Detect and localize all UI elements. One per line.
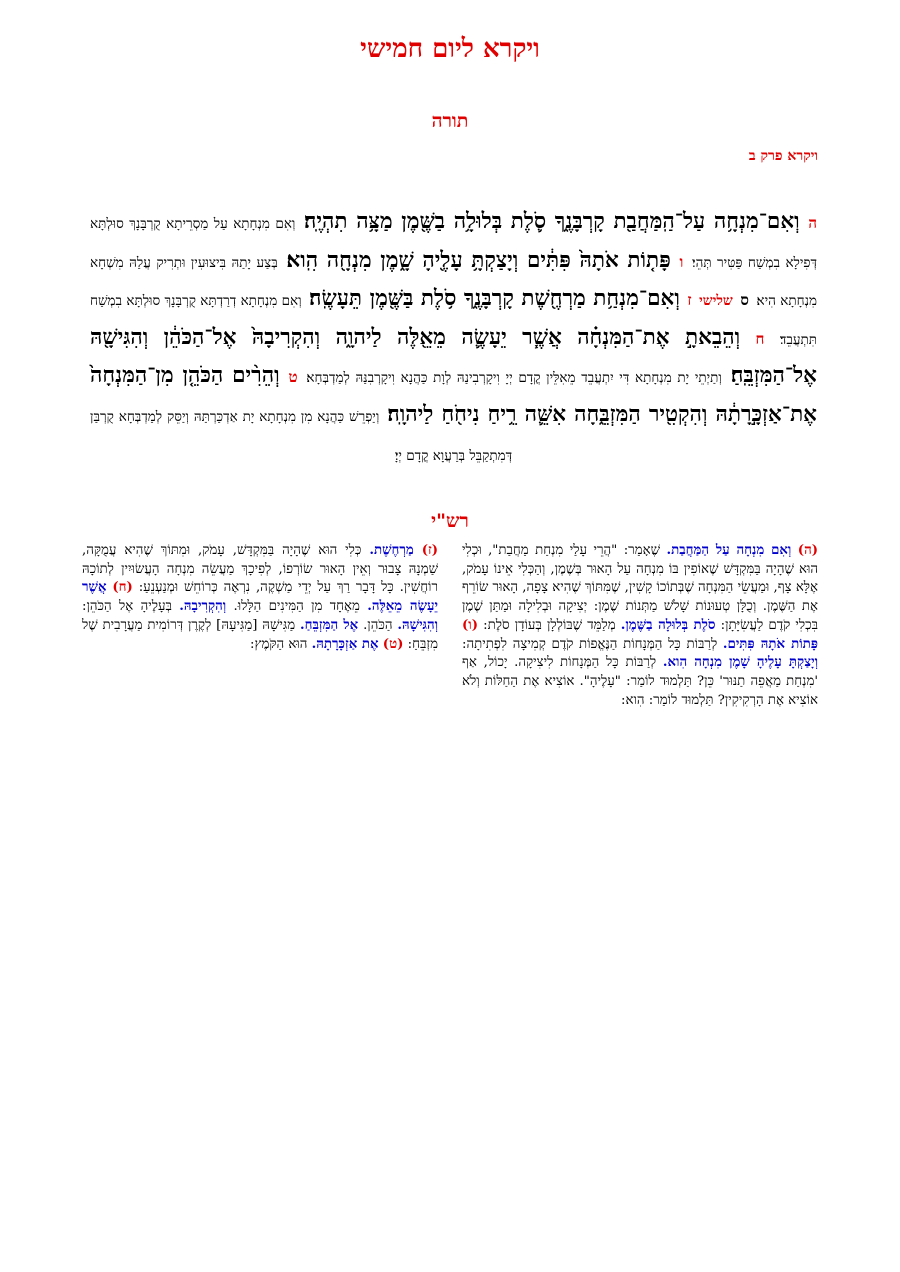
- targum-text: וְתַיְתֵי יָת מִנְחָתָא דִּי יִתְעֲבֵד מֵאִלֵּין קֳדָם יְיָ וִיקָרְבִינַהּ לְוָת כַּהֲנָא וִיקָרְבִנַּהּ לְמַדְבְּחָא׃: [306, 370, 722, 387]
- rashi-heading: פָּתוֹת אֹתָהּ פִּתִּים.: [722, 636, 818, 652]
- rashi-column-left: [82, 542, 438, 654]
- rashi-verse-number: (ה): [797, 543, 819, 558]
- verse-text: וְהֵרִ֨ים הַכֹּהֵ֤ן מִן־הַמִּנְחָה֙ אֶת־אַזְכָּ֣רָתָ֔הּ וְהִקְטִ֖יר הַמִּזְבֵּ֑חָה אִשֵּׁ֛ה רֵ֥יחַ נִיחֹ֖חַ לַיהוָֽה׃: [90, 363, 817, 427]
- aliyah-marker: שלישי: [699, 293, 733, 310]
- verse-number: ו: [679, 252, 684, 271]
- rashi-verse-number: (ו): [462, 617, 478, 633]
- page-title: ויקרא ליום חמישי: [360, 34, 540, 64]
- rashi-comment: הַכֹּהֵן.: [363, 617, 393, 633]
- targum-text: וְאִם מִנְחָתָא עַל מַסְרֵיתָא קֻרְבָּנָךְ סוּלְתָּא דְּפִילָא בִמְשַׁח פַּטִּיר תְּהֵי׃: [90, 216, 817, 271]
- rashi-verse-number: (ח): [112, 580, 133, 596]
- rashi-comment: מֵאֶחָד מִן הַמִּינִים הַלָּלוּ.: [233, 599, 360, 615]
- rashi-comment: כְּלִי הוּא שֶׁהָיָה בַּמִּקְדָּשׁ, עָמֹק, וּמִתּוֹךְ שֶׁהִיא עֲמֻקָּה, שַׁמְנָהּ צָבוּר וְאֵין הָאוּר שׂוֹרְפוֹ, לְפִיכָךְ מַעֲשֵׂה מִנְחָה הָעֲשׂוּיִין לְתוֹכָהּ רוֹחֲשִׁין. כָּל דָּבָר רַךְ עַל יְדֵי מַשְׁקֶה, נִרְאֶה כְּרוֹחֵשׁ וּמְנַעְנֵעַ:: [82, 543, 438, 596]
- rashi-comment: שֶׁאָמַר: "הֲרֵי עָלַי מִנְחַת מַחֲבַת", וּכְלִי הוּא שֶׁהָיָה בַּמִּקְדָּשׁ שֶׁאוֹפִין בּוֹ מִנְחָה עַל הָאוּר בְּשֶׁמֶן, וְהַכְּלִי אֵינוֹ עָמֹק, אֶלָּא צָף, וּמַעֲשֵׂי הַמִּנְחָה שֶׁבְּתוֹכוֹ קָשִׁין, שֶׁמִּתּוֹךְ שֶׁהִיא צָפָה, הָאוּר שׂוֹרֵף אֶת הַשֶּׁמֶן. וְכֻלָּן טְעוּנוֹת שָׁלֹשׁ מַתְּנוֹת שֶׁמֶן: יְצִיקָה וּבְלִילָה וּמַתַּן שֶׁמֶן בִּכְלִי קֹדֶם לַעֲשִׂיָּתָן:: [462, 543, 818, 633]
- verse-number: ה: [808, 214, 817, 232]
- verse-text: פָּת֤וֹת אֹתָהּ֙ פִּתִּ֔ים וְיָצַקְתָּ֥ עָלֶ֖יהָ שָׁ֑מֶן מִנְחָ֖ה הִֽוא׃: [286, 247, 671, 273]
- rashi-heading: וְהִגִּישָׁהּ.: [397, 617, 438, 633]
- section-title: תורה: [431, 110, 469, 132]
- rashi-heading: וְהִקְרִיבָהּ.: [179, 599, 227, 615]
- rashi-comment: הוּא הַקֹּמֶץ:: [250, 636, 308, 652]
- verse-number: ט: [288, 368, 298, 387]
- rashi-heading: אֶת אַזְכָּרָתָהּ.: [311, 636, 379, 652]
- verse-text: וְהֵבֵאתָ֣ אֶת־הַמִּנְחָ֗ה אֲשֶׁ֧ר יֵעָשֶׂ֛ה מֵאֵ֖לֶּה לַיהוָ֑ה וְהִקְרִיבָהּ֙ אֶל־הַכֹּהֵ֔ן וְהִגִּישָׁ֖הּ אֶל־הַמִּזְבֵּֽחַ׃: [90, 324, 817, 389]
- chapter-reference: ויקרא פרק ב: [748, 148, 818, 164]
- rashi-verse-number: (ט): [382, 636, 404, 652]
- rashi-comment: לְרַבּוֹת כָּל הַמְּנָחוֹת הַנֶּאֱפוֹת קֹדֶם קְמִיצָה לִפְתִיתָה:: [462, 636, 718, 652]
- rashi-verse-number: (ז): [421, 543, 438, 558]
- rashi-comment: בְּעָלֶיהָ אֶל הַכֹּהֵן:: [82, 599, 172, 615]
- rashi-comment: מְלַמֵּד שֶׁבּוֹלְלָן בְּעוֹדָן סֹלֶת:: [483, 617, 616, 633]
- rashi-heading: סֹלֶת בְּלוּלָה בַשֶּׁמֶן.: [620, 617, 716, 633]
- rashi-heading: וְיָצַקְתָּ עָלֶיהָ שָׁמֶן מִנְחָה הִוא.: [662, 655, 818, 671]
- verse-number: ז: [687, 291, 692, 310]
- rashi-title: רש"י: [431, 510, 469, 532]
- targum-text: וְיַפְרֵשׁ כַּהֲנָא מִן מִנְחָתָא יָת אַדְכַּרְתַּהּ וְיַסֵּק לְמַדְבְּחָא קֻרְבַּן דְּמִתְקַבֵּל בְּרַעֲוָא קֳדָם יְיָ׃: [90, 408, 513, 464]
- targum-text: וְאִם מִנְחָתָא דְרַדְתָּא קֻרְבָּנָךְ סוּלְתָּא בִמְשַׁח תִּתְעֲבֵד׃: [90, 293, 817, 348]
- rashi-heading: אֶל הַמִּזְבֵּחַ.: [300, 617, 359, 633]
- verse-text: וְאִם־מִנְחַ֥ת מַרְחֶ֖שֶׁת קָרְבָּנֶ֑ךָ סֹ֥לֶת בַּשֶּׁ֖מֶן תֵּעָשֶֽׂה׃: [309, 286, 680, 312]
- rashi-heading: וְאִם מִנְחָה עַל הַמַּחֲבַת.: [666, 543, 792, 558]
- rashi-comment: לְרַבּוֹת כָּל הַמְּנָחוֹת לִיצִיקָה. יָכוֹל, אַף 'מִנְחַת מַאֲפֵה תַנּוּר' כֵּן? תַּלְמוּד לוֹמַר: "עָלֶיהָ". אוֹצִיא אֶת הַחַלּוֹת וְלֹא אוֹצִיא אֶת הָרְקִיקִין? תַּלְמוּד לוֹמַר: הִוא:: [462, 655, 818, 708]
- rashi-heading: אֲשֶׁר יֵעָשֶׂה מֵאֵלֶּה.: [82, 580, 438, 615]
- targum-text: בְּצַע יָתַהּ בִּיצוּעִין וּתְרִיק עֲלַהּ מִשְׁחָא מִנְחָתָא הִיא׃: [90, 254, 817, 310]
- verse-number: ח: [755, 329, 765, 348]
- rashi-comment: מַגִּישָׁהּ [מַגִּיעָהּ] לְקֶרֶן דְּרוֹמִית מַעֲרָבִית שֶׁל מִזְבֵּחַ:: [82, 617, 438, 652]
- rashi-heading: מַרְחֶשֶׁת.: [369, 543, 414, 558]
- verse-text: וְאִם־מִנְחָ֥ה עַל־הַֽמַּחֲבַ֖ת קָרְבָּנֶ֑ךָ סֹ֛לֶת בְּלוּלָ֥ה בַשֶּׁ֖מֶן מַצָּ֥ה תִהְיֶֽה׃: [304, 209, 800, 234]
- rashi-column-right: [462, 542, 818, 710]
- parasha-break-marker: ס: [740, 291, 749, 310]
- torah-text-block: [90, 204, 817, 474]
